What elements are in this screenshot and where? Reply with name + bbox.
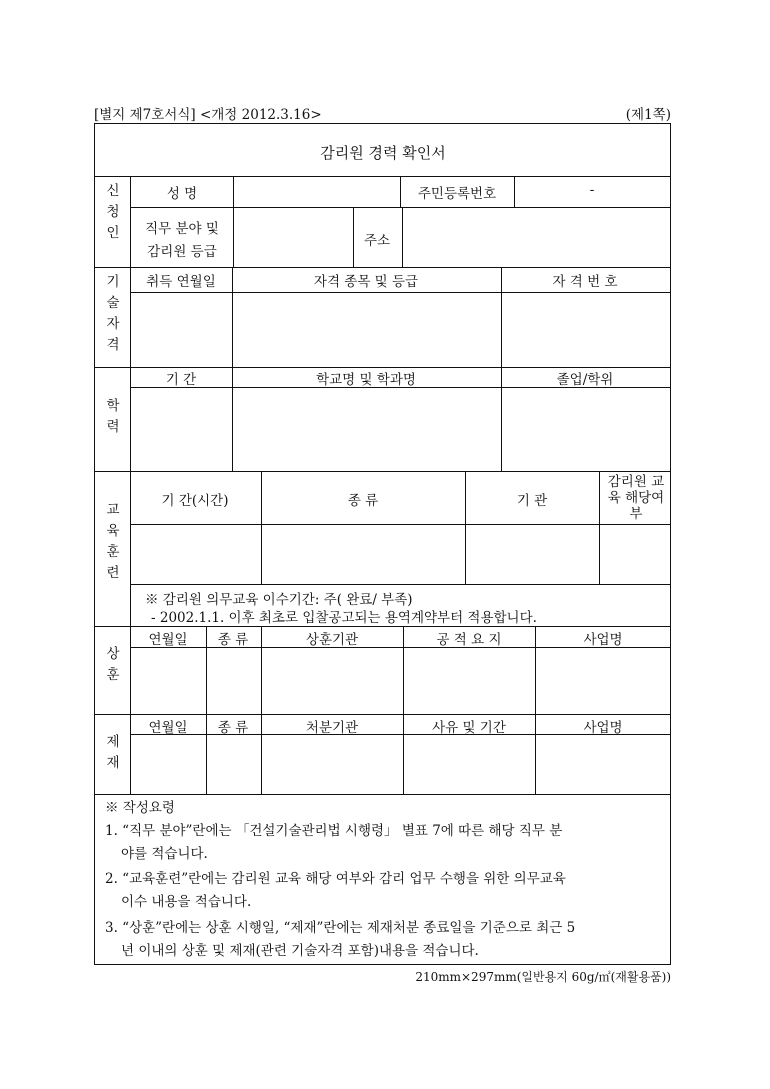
section-education: 학력 bbox=[106, 398, 120, 435]
training-kind-header: 종 류 bbox=[347, 493, 379, 509]
training-applicable-header: 감리원 교육 해당여부 bbox=[607, 474, 665, 522]
paper-spec: 210mm×297mm(일반용지 60g/㎡(재활용품)) bbox=[415, 970, 671, 984]
duty-label-2: 감리원 등급 bbox=[147, 244, 217, 260]
license-number-header: 자 격 번 호 bbox=[552, 274, 618, 290]
address-label: 주소 bbox=[363, 233, 391, 249]
form-number: [별지 제7호서식] <개정 2012.3.16> bbox=[94, 107, 322, 123]
section-training: 교육훈련 bbox=[106, 502, 120, 581]
education-degree-header: 졸업/학위 bbox=[556, 372, 614, 388]
sanctions-project-header: 사업명 bbox=[583, 720, 623, 736]
instruction-1a: 1. “직무 분야”란에는 「건설기술관리법 시행령」 별표 7에 따른 해당 직무 분 bbox=[105, 823, 563, 839]
training-org-header: 기 관 bbox=[516, 493, 548, 509]
document-title: 감리원 경력 확인서 bbox=[320, 144, 446, 162]
instruction-3b: 년 이내의 상훈 및 제재(관련 기술자격 포함)내용을 적습니다. bbox=[121, 943, 479, 959]
sanctions-date-header: 연월일 bbox=[148, 720, 188, 736]
license-date-header: 취득 연월일 bbox=[146, 274, 216, 290]
awards-org-header: 상훈기관 bbox=[305, 632, 359, 648]
awards-project-header: 사업명 bbox=[583, 632, 623, 648]
instruction-3a: 3. “상훈”란에는 상훈 시행일, “제재”란에는 제재처분 종료일을 기준으로 최근 5 bbox=[105, 920, 576, 936]
section-applicant: 신청인 bbox=[106, 183, 120, 241]
rrn-value: - bbox=[589, 182, 595, 198]
training-note-1: ※ 감리원 의무교육 이수기간: 주( 완료/ 부족) bbox=[145, 592, 413, 608]
section-awards: 상훈 bbox=[106, 646, 120, 683]
awards-reason-header: 공 적 요 지 bbox=[436, 632, 502, 648]
license-type-header: 자격 종목 및 등급 bbox=[313, 274, 419, 290]
sanctions-reason-header: 사유 및 기간 bbox=[432, 720, 506, 736]
education-school-header: 학교명 및 학과명 bbox=[316, 372, 416, 388]
awards-date-header: 연월일 bbox=[148, 632, 188, 648]
instruction-2b: 이수 내용을 적습니다. bbox=[121, 894, 252, 910]
instructions-heading: ※ 작성요령 bbox=[105, 800, 175, 816]
sanctions-org-header: 처분기관 bbox=[305, 720, 359, 736]
form-table bbox=[94, 123, 671, 965]
awards-kind-header: 종 류 bbox=[217, 632, 249, 648]
training-note-2: - 2002.1.1. 이후 최초로 입찰공고되는 용역계약부터 적용합니다. bbox=[151, 610, 537, 626]
form-header bbox=[94, 103, 671, 123]
education-period-header: 기 간 bbox=[165, 372, 197, 388]
instruction-1b: 야를 적습니다. bbox=[121, 846, 208, 862]
duty-label-1: 직무 분야 및 bbox=[145, 221, 219, 237]
instruction-2a: 2. “교육훈련”란에는 감리원 교육 해당 여부와 감리 업무 수행을 위한 의무교육 bbox=[105, 871, 566, 887]
training-period-header: 기 간(시간) bbox=[161, 493, 229, 509]
section-sanctions: 제재 bbox=[106, 734, 120, 771]
sanctions-kind-header: 종 류 bbox=[217, 720, 249, 736]
section-license: 기술자격 bbox=[106, 274, 120, 353]
rrn-label: 주민등록번호 bbox=[417, 186, 497, 202]
page-number: (제1쪽) bbox=[625, 107, 671, 123]
name-label: 성 명 bbox=[166, 186, 198, 202]
